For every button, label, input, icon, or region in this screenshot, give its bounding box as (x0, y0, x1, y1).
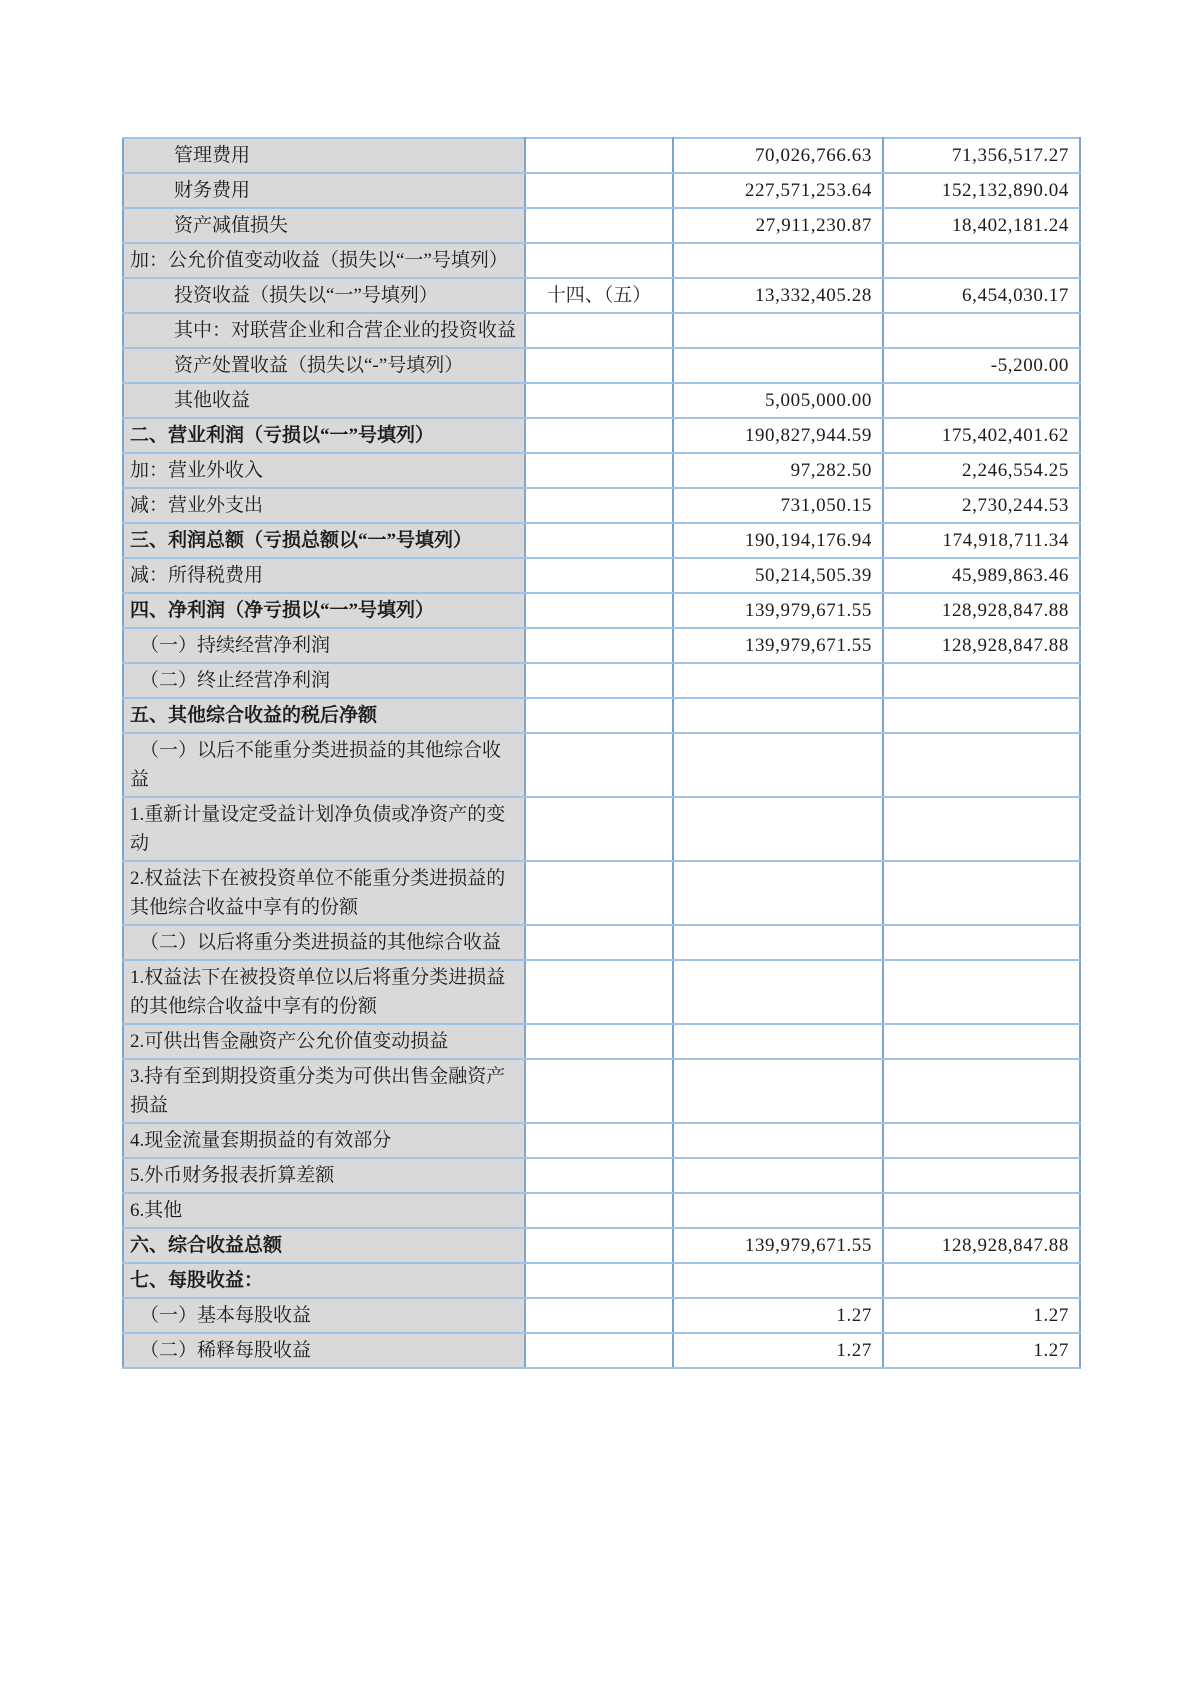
amount-current-period-cell (673, 925, 883, 960)
note-reference-cell (525, 453, 673, 488)
note-reference-cell (525, 628, 673, 663)
amount-current-period-cell: 227,571,253.64 (673, 173, 883, 208)
note-reference-cell (525, 663, 673, 698)
item-label-cell: 2.可供出售金融资产公允价值变动损益 (123, 1024, 525, 1059)
amount-prior-period-cell: 175,402,401.62 (883, 418, 1080, 453)
item-label-cell: 财务费用 (123, 173, 525, 208)
amount-prior-period-cell (883, 797, 1080, 861)
amount-current-period-cell: 190,194,176.94 (673, 523, 883, 558)
note-reference-cell (525, 173, 673, 208)
amount-prior-period-cell (883, 1158, 1080, 1193)
amount-prior-period-cell (883, 733, 1080, 797)
item-label-cell: 其他收益 (123, 383, 525, 418)
note-reference-cell (525, 138, 673, 173)
amount-prior-period-cell (883, 1024, 1080, 1059)
note-reference-cell (525, 861, 673, 925)
amount-prior-period-cell: 45,989,863.46 (883, 558, 1080, 593)
item-label-cell: 1.重新计量设定受益计划净负债或净资产的变动 (123, 797, 525, 861)
table-row (123, 208, 1080, 243)
amount-current-period-cell: 731,050.15 (673, 488, 883, 523)
income-statement-table-body (123, 138, 1080, 1368)
item-label-cell: 资产处置收益（损失以“-”号填列） (123, 348, 525, 383)
table-row (123, 138, 1080, 173)
amount-prior-period-cell (883, 1263, 1080, 1298)
item-label-cell: 2.权益法下在被投资单位不能重分类进损益的其他综合收益中享有的份额 (123, 861, 525, 925)
amount-current-period-cell: 1.27 (673, 1298, 883, 1333)
item-label-cell: （一）基本每股收益 (123, 1298, 525, 1333)
table-row (123, 663, 1080, 698)
note-reference-cell (525, 1333, 673, 1368)
table-row (123, 243, 1080, 278)
item-label-cell: 减：所得税费用 (123, 558, 525, 593)
amount-current-period-cell: 5,005,000.00 (673, 383, 883, 418)
table-row (123, 861, 1080, 925)
table-row (123, 593, 1080, 628)
note-reference-cell (525, 208, 673, 243)
item-label-cell: 四、净利润（净亏损以“一”号填列） (123, 593, 525, 628)
amount-current-period-cell: 13,332,405.28 (673, 278, 883, 313)
amount-prior-period-cell (883, 1123, 1080, 1158)
amount-prior-period-cell: 174,918,711.34 (883, 523, 1080, 558)
note-reference-cell (525, 558, 673, 593)
amount-prior-period-cell: 18,402,181.24 (883, 208, 1080, 243)
note-reference-cell (525, 1158, 673, 1193)
note-reference-cell (525, 243, 673, 278)
item-label-cell: 4.现金流量套期损益的有效部分 (123, 1123, 525, 1158)
item-label-cell: 减：营业外支出 (123, 488, 525, 523)
table-row (123, 348, 1080, 383)
amount-prior-period-cell: -5,200.00 (883, 348, 1080, 383)
table-row (123, 797, 1080, 861)
amount-prior-period-cell: 1.27 (883, 1298, 1080, 1333)
note-reference-cell (525, 1024, 673, 1059)
amount-prior-period-cell: 128,928,847.88 (883, 628, 1080, 663)
amount-prior-period-cell (883, 383, 1080, 418)
table-row (123, 1024, 1080, 1059)
note-reference-cell (525, 1298, 673, 1333)
amount-current-period-cell (673, 1263, 883, 1298)
note-reference-cell (525, 1228, 673, 1263)
table-row (123, 1263, 1080, 1298)
amount-prior-period-cell (883, 925, 1080, 960)
table-row (123, 1333, 1080, 1368)
note-reference-cell (525, 1123, 673, 1158)
table-row (123, 733, 1080, 797)
table-row (123, 960, 1080, 1024)
item-label-cell: （二）稀释每股收益 (123, 1333, 525, 1368)
item-label-cell: （一）持续经营净利润 (123, 628, 525, 663)
table-row (123, 453, 1080, 488)
amount-prior-period-cell: 2,246,554.25 (883, 453, 1080, 488)
amount-prior-period-cell (883, 1059, 1080, 1123)
income-statement-table (122, 137, 1081, 1369)
item-label-cell: （二）以后将重分类进损益的其他综合收益 (123, 925, 525, 960)
item-label-cell: 七、每股收益： (123, 1263, 525, 1298)
note-reference-cell (525, 1193, 673, 1228)
note-reference-cell (525, 698, 673, 733)
table-row (123, 558, 1080, 593)
item-label-cell: 加：公允价值变动收益（损失以“一”号填列） (123, 243, 525, 278)
item-label-cell: （一）以后不能重分类进损益的其他综合收益 (123, 733, 525, 797)
note-reference-cell (525, 925, 673, 960)
table-row (123, 1228, 1080, 1263)
amount-prior-period-cell (883, 243, 1080, 278)
amount-current-period-cell (673, 313, 883, 348)
amount-prior-period-cell (883, 1193, 1080, 1228)
item-label-cell: 三、利润总额（亏损总额以“一”号填列） (123, 523, 525, 558)
amount-current-period-cell (673, 1193, 883, 1228)
note-reference-cell (525, 313, 673, 348)
note-reference-cell (525, 488, 673, 523)
amount-current-period-cell (673, 243, 883, 278)
amount-current-period-cell (673, 861, 883, 925)
item-label-cell: 六、综合收益总额 (123, 1228, 525, 1263)
amount-current-period-cell: 50,214,505.39 (673, 558, 883, 593)
note-reference-cell (525, 1059, 673, 1123)
amount-current-period-cell: 27,911,230.87 (673, 208, 883, 243)
item-label-cell: 6.其他 (123, 1193, 525, 1228)
amount-current-period-cell (673, 1059, 883, 1123)
item-label-cell: 其中：对联营企业和合营企业的投资收益 (123, 313, 525, 348)
table-row (123, 488, 1080, 523)
amount-prior-period-cell: 1.27 (883, 1333, 1080, 1368)
table-row (123, 925, 1080, 960)
table-row (123, 1193, 1080, 1228)
item-label-cell: 5.外币财务报表折算差额 (123, 1158, 525, 1193)
amount-current-period-cell (673, 1158, 883, 1193)
table-row (123, 698, 1080, 733)
amount-prior-period-cell (883, 313, 1080, 348)
amount-current-period-cell: 139,979,671.55 (673, 628, 883, 663)
amount-current-period-cell (673, 663, 883, 698)
item-label-cell: 二、营业利润（亏损以“一”号填列） (123, 418, 525, 453)
amount-current-period-cell (673, 348, 883, 383)
amount-current-period-cell (673, 1123, 883, 1158)
item-label-cell: （二）终止经营净利润 (123, 663, 525, 698)
table-row (123, 1059, 1080, 1123)
amount-current-period-cell: 1.27 (673, 1333, 883, 1368)
amount-current-period-cell (673, 797, 883, 861)
item-label-cell: 资产减值损失 (123, 208, 525, 243)
table-row (123, 523, 1080, 558)
amount-current-period-cell: 97,282.50 (673, 453, 883, 488)
table-row (123, 628, 1080, 663)
amount-current-period-cell (673, 1024, 883, 1059)
amount-current-period-cell: 139,979,671.55 (673, 593, 883, 628)
note-reference-cell (525, 418, 673, 453)
item-label-cell: 管理费用 (123, 138, 525, 173)
amount-prior-period-cell (883, 861, 1080, 925)
table-row (123, 313, 1080, 348)
amount-prior-period-cell (883, 960, 1080, 1024)
item-label-cell: 加：营业外收入 (123, 453, 525, 488)
table-row (123, 383, 1080, 418)
amount-prior-period-cell: 152,132,890.04 (883, 173, 1080, 208)
note-reference-cell (525, 960, 673, 1024)
table-row (123, 173, 1080, 208)
note-reference-cell (525, 733, 673, 797)
table-row (123, 1158, 1080, 1193)
amount-current-period-cell: 190,827,944.59 (673, 418, 883, 453)
item-label-cell: 五、其他综合收益的税后净额 (123, 698, 525, 733)
amount-prior-period-cell: 128,928,847.88 (883, 593, 1080, 628)
note-reference-cell (525, 348, 673, 383)
item-label-cell: 1.权益法下在被投资单位以后将重分类进损益的其他综合收益中享有的份额 (123, 960, 525, 1024)
note-reference-cell (525, 1263, 673, 1298)
amount-prior-period-cell (883, 698, 1080, 733)
table-row (123, 278, 1080, 313)
note-reference-cell (525, 523, 673, 558)
item-label-cell: 投资收益（损失以“一”号填列） (123, 278, 525, 313)
note-reference-cell (525, 593, 673, 628)
table-row (123, 1298, 1080, 1333)
table-row (123, 1123, 1080, 1158)
item-label-cell: 3.持有至到期投资重分类为可供出售金融资产损益 (123, 1059, 525, 1123)
amount-current-period-cell (673, 698, 883, 733)
amount-prior-period-cell: 71,356,517.27 (883, 138, 1080, 173)
amount-current-period-cell (673, 960, 883, 1024)
table-row (123, 418, 1080, 453)
note-reference-cell: 十四、（五） (525, 278, 673, 313)
amount-prior-period-cell: 128,928,847.88 (883, 1228, 1080, 1263)
amount-current-period-cell: 70,026,766.63 (673, 138, 883, 173)
note-reference-cell (525, 797, 673, 861)
amount-current-period-cell: 139,979,671.55 (673, 1228, 883, 1263)
amount-prior-period-cell (883, 663, 1080, 698)
amount-prior-period-cell: 2,730,244.53 (883, 488, 1080, 523)
note-reference-cell (525, 383, 673, 418)
amount-current-period-cell (673, 733, 883, 797)
amount-prior-period-cell: 6,454,030.17 (883, 278, 1080, 313)
